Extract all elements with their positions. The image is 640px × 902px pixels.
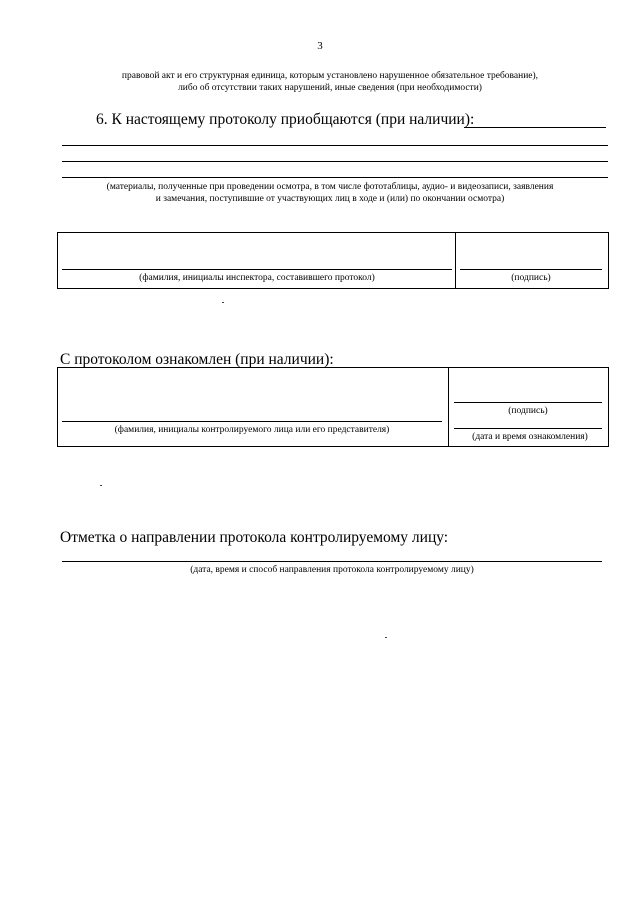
attachments-line-3[interactable]	[62, 177, 608, 178]
inspector-box-divider	[455, 232, 456, 289]
attachments-line-1[interactable]	[62, 145, 608, 146]
acquainted-signature-line[interactable]	[454, 402, 602, 403]
inspector-signature-caption: (подпись)	[511, 273, 551, 283]
inspector-name-caption: (фамилия, инициалы инспектора, составившего протокол)	[139, 273, 375, 283]
acquainted-name-line[interactable]	[62, 421, 442, 422]
inspector-name-line[interactable]	[62, 269, 452, 270]
sending-heading: Отметка о направлении протокола контролируемому лицу:	[60, 529, 449, 546]
acquainted-box-divider	[448, 367, 449, 447]
scan-speck	[100, 485, 102, 486]
attachments-caption-line-2: и замечания, поступившие от участвующих лиц в ходе и (или) по окончании осмотра)	[155, 194, 505, 204]
acquainted-datetime-caption: (дата и время ознакомления)	[472, 432, 588, 442]
section-6-fill-line[interactable]	[464, 127, 606, 128]
sending-line[interactable]	[62, 561, 602, 562]
scan-speck	[385, 637, 387, 638]
acquainted-datetime-line[interactable]	[454, 428, 602, 429]
inspector-signature-line[interactable]	[460, 269, 602, 270]
attachments-caption-line-1: (материалы, полученные при проведении осмотра, в том числе фототаблицы, аудио- и видеозаписи, заявления	[106, 182, 554, 192]
attachments-line-2[interactable]	[62, 161, 608, 162]
section-6-heading: 6. К настоящему протоколу приобщаются (при наличии):	[96, 111, 475, 128]
scan-speck	[222, 302, 224, 303]
sending-caption: (дата, время и способ направления протокола контролируемому лицу)	[190, 565, 474, 575]
header-line-1: правовой акт и его структурная единица, которым установлено нарушенное обязательное требование),	[121, 71, 539, 81]
acquainted-signature-caption: (подпись)	[508, 406, 548, 416]
acquainted-heading: С протоколом ознакомлен (при наличии):	[60, 351, 334, 368]
acquainted-name-caption: (фамилия, инициалы контролируемого лица или его представителя)	[114, 425, 390, 435]
header-line-2: либо об отсутствии таких нарушений, иные сведения (при необходимости)	[178, 83, 482, 93]
page-number: 3	[317, 40, 323, 52]
